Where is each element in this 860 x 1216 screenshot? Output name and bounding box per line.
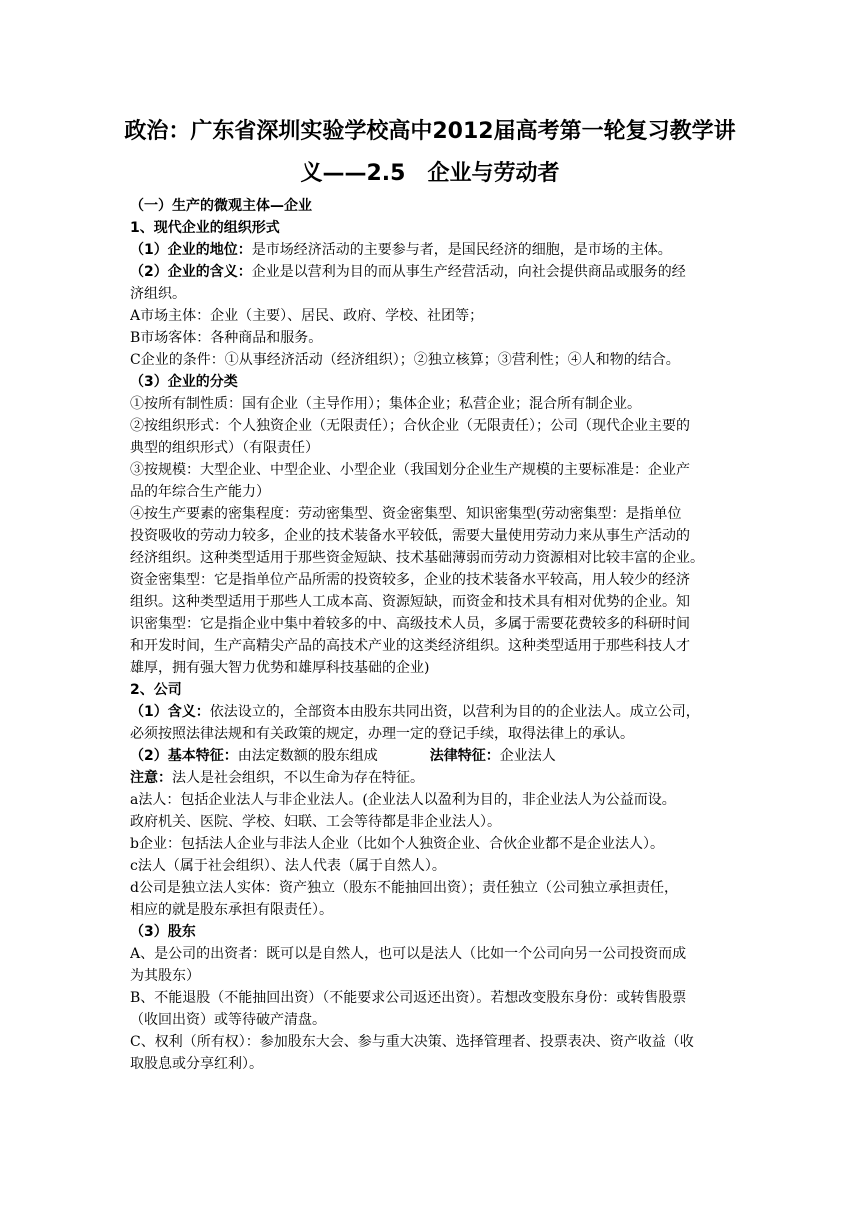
term-label: （2）企业的含义：: [130, 264, 252, 280]
text-line: ③按规模：大型企业、中型企业、小型企业（我国划分企业生产规模的主要标准是：企业产: [130, 462, 690, 478]
text-line: （收回出资）或等待破产清盘。: [130, 1012, 326, 1028]
subsection-heading: 2、公司: [130, 682, 182, 698]
subsection-heading: （3）股东: [130, 924, 196, 940]
subsection-heading: 1、现代企业的组织形式: [130, 220, 280, 236]
text-line: 政府机关、医院、学校、妇联、工会等待都是非企业法人）。: [130, 814, 501, 830]
text-line: 雄厚，拥有强大智力优势和雄厚科技基础的企业): [130, 660, 430, 676]
text-line: 组织。这种类型适用于那些人工成本高、资源短缺，而资金和技术具有相对优势的企业。知: [130, 594, 690, 610]
text-line: B市场客体：各种商品和服务。: [130, 330, 323, 346]
term-text: 企业是以营利为目的而从事生产经营活动，向社会提供商品或服务的经: [251, 264, 686, 280]
text-line: 品的年综合生产能力）: [130, 484, 270, 500]
text-line: 资金密集型：它是指单位产品所需的投资较多，企业的技术装备水平较高，用人较少的经济: [130, 572, 690, 588]
term-text: 由法定数额的股东组成: [237, 748, 378, 764]
text-line: B、不能退股（不能抽回出资）（不能要求公司返还出资）。若想改变股东身份：或转售股票: [130, 990, 687, 1006]
text-line: 和开发时间，生产高精尖产品的高技术产业的这类经济组织。这种类型适用于那些科技人才: [130, 638, 690, 654]
text-line: [130, 239, 734, 261]
text-line: b企业：包括法人企业与非法人企业（比如个人独资企业、合伙企业都不是企业法人）。: [130, 836, 664, 852]
text-line: 典型的组织形式）（有限责任）: [130, 440, 319, 456]
text-line: 相应的就是股东承担有限责任）。: [130, 902, 333, 918]
text-line: 必须按照法律法规和有关政策的规定，办理一定的登记手续，取得法律上的承认。: [130, 726, 634, 742]
text-line: 经济组织。这种类型适用于那些资金短缺、技术基础薄弱而劳动力资源相对比较丰富的企业。: [130, 550, 704, 566]
text-line: [130, 745, 734, 767]
text-line: ②按组织形式：个人独资企业（无限责任）；合伙企业（无限责任）；公司（现代企业主要的: [130, 418, 690, 434]
text-line: [130, 261, 734, 283]
text-line: [130, 767, 734, 789]
document-title-line-2: 义——2.5 企业与劳动者: [300, 161, 560, 186]
term-label: 法律特征：: [429, 748, 500, 764]
term-label: （2）基本特征：: [130, 748, 238, 764]
term-text: 企业法人: [499, 748, 556, 764]
note-label: 注意：: [130, 770, 172, 786]
term-label: （1）含义：: [130, 704, 210, 720]
text-line: 为其股东）: [130, 968, 200, 984]
term-text: 是市场经济活动的主要参与者，是国民经济的细胞，是市场的主体。: [251, 242, 672, 258]
note-text: 法人是社会组织，不以生命为存在特征。: [172, 770, 424, 786]
text-line: 济组织。: [130, 286, 186, 302]
text-line: A、是公司的出资者：既可以是自然人，也可以是法人（比如一个公司向另一公司投资而成: [130, 946, 687, 962]
term-label: （1）企业的地位：: [130, 242, 252, 258]
section-heading: （一）生产的微观主体—企业: [130, 198, 312, 214]
text-line: 取股息或分享红利）。: [130, 1056, 263, 1072]
text-line: ④按生产要素的密集程度：劳动密集型、资金密集型、知识密集型(劳动密集型：是指单位: [130, 506, 682, 522]
text-line: ①按所有制性质：国有企业（主导作用）；集体企业；私营企业；混合所有制企业。: [130, 396, 641, 412]
document-body: [130, 195, 734, 1075]
text-line: C、权利（所有权）：参加股东大会、参与重大决策、选择管理者、投票表决、资产收益（收: [130, 1034, 694, 1050]
text-line: c法人（属于社会组织）、法人代表（属于自然人）。: [130, 858, 446, 874]
text-line: a法人：包括企业法人与非企业法人。(企业法人以盈利为目的，非企业法人为公益而设。: [130, 792, 676, 808]
text-line: [130, 701, 734, 723]
text-line: A市场主体：企业（主要）、居民、政府、学校、社团等；: [130, 308, 484, 324]
text-line: 识密集型：它是指企业中集中着较多的中、高级技术人员，多属于需要花费较多的科研时间: [130, 616, 690, 632]
document-title-line-1: 政治：广东省深圳实验学校高中2012届高考第一轮复习教学讲: [124, 119, 736, 144]
text-line: C企业的条件：①从事经济活动（经济组织）；②独立核算；③营利性；④人和物的结合。: [130, 352, 680, 368]
term-text: 依法设立的，全部资本由股东共同出资，以营利为目的的企业法人。成立公司，: [209, 704, 700, 720]
subsection-heading: （3）企业的分类: [130, 374, 238, 390]
text-line: 投资吸收的劳动力较多，企业的技术装备水平较低，需要大量使用劳动力来从事生产活动的: [130, 528, 690, 544]
text-line: d公司是独立法人实体：资产独立（股东不能抽回出资）；责任独立（公司独立承担责任，: [130, 880, 678, 896]
